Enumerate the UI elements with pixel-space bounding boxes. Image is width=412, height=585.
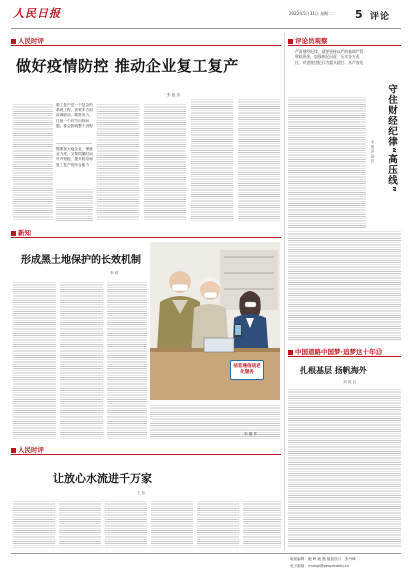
right-bottom-author: 刘 成 良 xyxy=(343,380,357,384)
illustration-sign-text: 信息通信适老化服务 xyxy=(233,364,261,375)
article-main-text xyxy=(13,103,53,221)
article-main-text xyxy=(97,103,139,221)
article-main-text xyxy=(56,188,93,221)
article-main-headline: 做好疫情防控 推动企业复工复产 xyxy=(16,57,239,75)
footer-email: 电子邮箱：rmrbpl@peopledaily.cn xyxy=(290,564,350,568)
masthead-date: 2022年5月31日 星期二 xyxy=(289,11,333,16)
right-bottom-headline: 扎根基层 扬帆海外 xyxy=(300,366,367,375)
article-main-pullquote-2: 既要加大稳企业、保就业力度，又要抓紧时间补齐短板，提升防疫和复工复产的综合能力 xyxy=(56,147,93,167)
article-land-text xyxy=(150,404,280,439)
article-land-author: 李 莉 xyxy=(110,271,119,275)
footer-rule xyxy=(11,553,401,554)
article-water-headline: 让放心水流进千万家 xyxy=(53,472,152,485)
right-bottom-label: 中国道路中国梦·追梦这十年⑬ xyxy=(288,347,382,356)
article-main-rule xyxy=(11,45,281,46)
label-square-icon xyxy=(11,231,16,236)
article-main-pullquote-1: 做工复产是一个复杂的系统工程，需要多方面协调联动、精准发力。任何一个环节出现问题，都会影响整个进程 xyxy=(56,103,93,128)
right-top-text xyxy=(288,230,401,340)
right-bottom-rule xyxy=(288,356,401,357)
article-water-text xyxy=(243,500,281,548)
article-land-rule xyxy=(11,237,281,238)
right-bottom-text xyxy=(288,388,401,548)
page-number: 5 xyxy=(355,8,363,21)
right-top-pullquote: 严肃财经纪律，就要坚持以严的基调严管财政资金，加强执纪问责，压实各方责任，对违规违纪行为露头就打、从严查处 xyxy=(295,49,364,65)
label-square-icon xyxy=(11,39,16,44)
column-divider xyxy=(284,33,285,551)
right-top-text xyxy=(288,96,366,228)
article-water-text xyxy=(105,500,147,548)
article-land-headline: 形成黑土地保护的长效机制 xyxy=(21,255,141,266)
article-land-text xyxy=(107,281,147,439)
article-main-text xyxy=(144,103,186,221)
label-square-icon xyxy=(11,448,16,453)
article-water-rule xyxy=(11,454,281,455)
article-land-text xyxy=(13,281,56,439)
label-square-icon xyxy=(288,350,293,355)
illustration-credit: 李 刚 作 xyxy=(244,432,258,436)
right-top-rule xyxy=(288,45,401,46)
article-water-text xyxy=(13,500,55,548)
article-main-author: 张 毅 清 xyxy=(167,93,181,97)
masthead xyxy=(0,0,412,30)
article-water-text xyxy=(151,500,193,548)
article-water-text xyxy=(197,500,239,548)
footer-editors: 版面编辑：鲍 晖 耿 磊 版面设计：张丹峰 xyxy=(290,557,356,561)
masthead-logo: 人民日报 xyxy=(13,7,61,20)
right-top-label: 评论员观察 xyxy=(288,36,328,45)
section-name: 评论 xyxy=(370,12,391,22)
article-water-author: 王 东 xyxy=(137,491,146,495)
pullquote-divider xyxy=(56,143,92,144)
illustration xyxy=(150,242,280,400)
label-square-icon xyxy=(288,39,293,44)
article-water-label: 人民时评 xyxy=(11,445,44,454)
article-land-label: 新知 xyxy=(11,228,31,237)
article-land-text xyxy=(60,281,103,439)
article-main-text xyxy=(191,98,233,221)
illustration-sign xyxy=(230,360,264,380)
article-water-text xyxy=(59,500,101,548)
masthead-rule xyxy=(11,28,401,29)
article-main-text xyxy=(238,98,280,221)
article-main-label: 人民时评 xyxy=(11,36,44,45)
right-top-headline: 守住财经纪律“高压线” xyxy=(386,84,397,193)
right-top-author: 本 报 评 论 员 xyxy=(371,140,375,163)
